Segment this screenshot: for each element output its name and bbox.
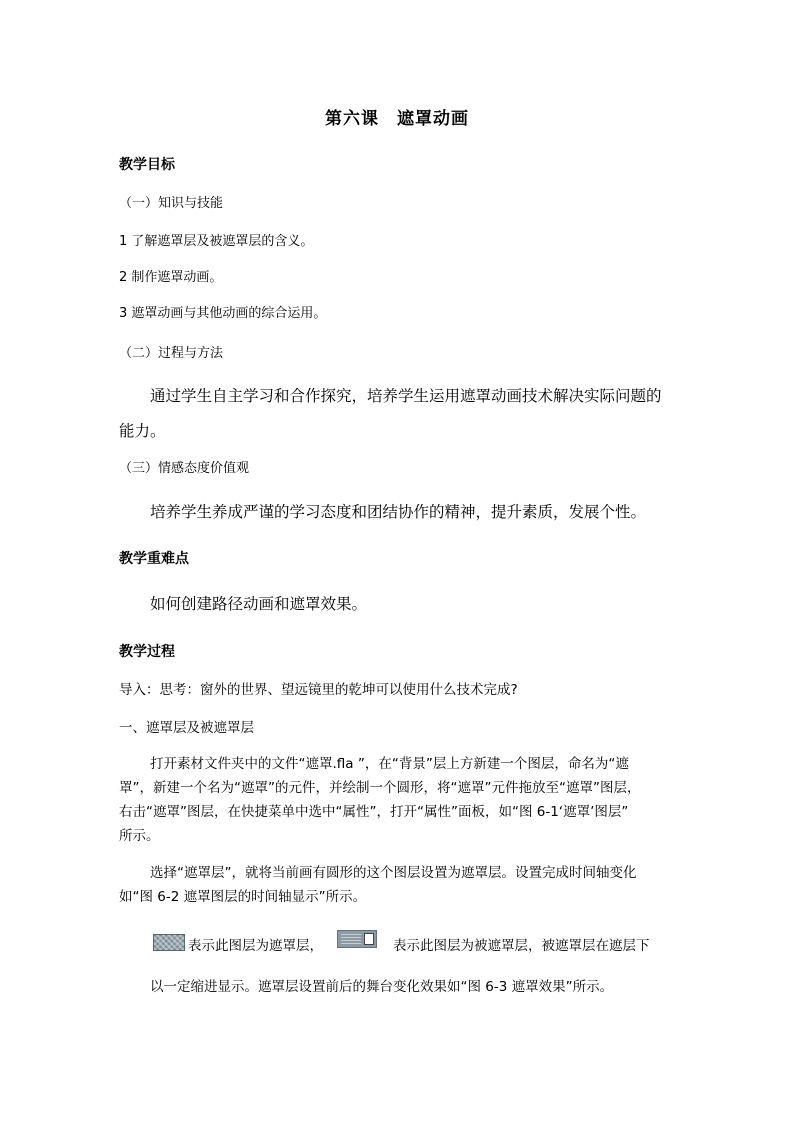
- icon-line-text1: 表示此图层为遮罩层，: [188, 938, 323, 954]
- process-text-line2: 能力。: [119, 422, 166, 440]
- part1-para2-line2: 如“图 6-2 遮罩图层的时间轴显示”所示。: [119, 889, 367, 905]
- emotion-heading: （三）情感态度价值观: [119, 461, 250, 476]
- difficulty-heading: 教学重难点: [119, 551, 189, 567]
- icon-line-text2: 表示此图层为被遮罩层，被遮罩层在遮层下: [393, 938, 650, 954]
- part1-para1-line4: 所示。: [119, 828, 160, 844]
- page-title: 第六课 遮罩动画: [325, 109, 469, 129]
- process-text-line1: 通过学生自主学习和合作探究，培养学生运用遮罩动画技术解决实际问题的: [150, 387, 662, 405]
- objectives-heading: 教学目标: [119, 157, 175, 173]
- knowledge-item-3: 3 遮罩动画与其他动画的综合运用。: [119, 306, 327, 321]
- process-heading: （二）过程与方法: [119, 346, 224, 361]
- part1-para1-line3: 右击“遮罩”图层，在快捷菜单中选中“属性”，打开“属性”面板，如“图 6-1‘遮罩’图层”: [119, 804, 629, 820]
- part1-para1-line2: 罩”，新建一个名为“遮罩”的元件，并绘制一个圆形，将“遮罩”元件拖放至“遮罩”图层，: [119, 780, 641, 796]
- knowledge-item-2: 2 制作遮罩动画。: [119, 270, 223, 285]
- mask-layer-icon: [153, 934, 185, 951]
- emotion-text: 培养学生养成严谨的学习态度和团结协作的精神，提升素质，发展个性。: [150, 503, 647, 521]
- last-line: 以一定缩进显示。遮罩层设置前后的舞台变化效果如“图 6-3 遮罩效果”所示。: [150, 979, 614, 995]
- knowledge-item-1: 1 了解遮罩层及被遮罩层的含义。: [119, 234, 314, 249]
- part1-para2-line1: 选择“遮罩层”，就将当前画有圆形的这个图层设置为遮罩层。设置完成时间轴变化: [150, 865, 637, 881]
- knowledge-heading: （一）知识与技能: [119, 196, 224, 211]
- part1-para1-line1: 打开素材文件夹中的文件“遮罩.fla ”，在“背景”层上方新建一个图层，命名为“遮: [150, 756, 629, 772]
- process-main-heading: 教学过程: [119, 644, 175, 660]
- difficulty-text: 如何创建路径动画和遮罩效果。: [150, 595, 368, 613]
- intro-text: 导入：思考：窗外的世界、望远镜里的乾坤可以使用什么技术完成?: [119, 682, 518, 698]
- masked-layer-icon: [337, 930, 377, 948]
- part1-heading: 一、遮罩层及被遮罩层: [119, 720, 254, 736]
